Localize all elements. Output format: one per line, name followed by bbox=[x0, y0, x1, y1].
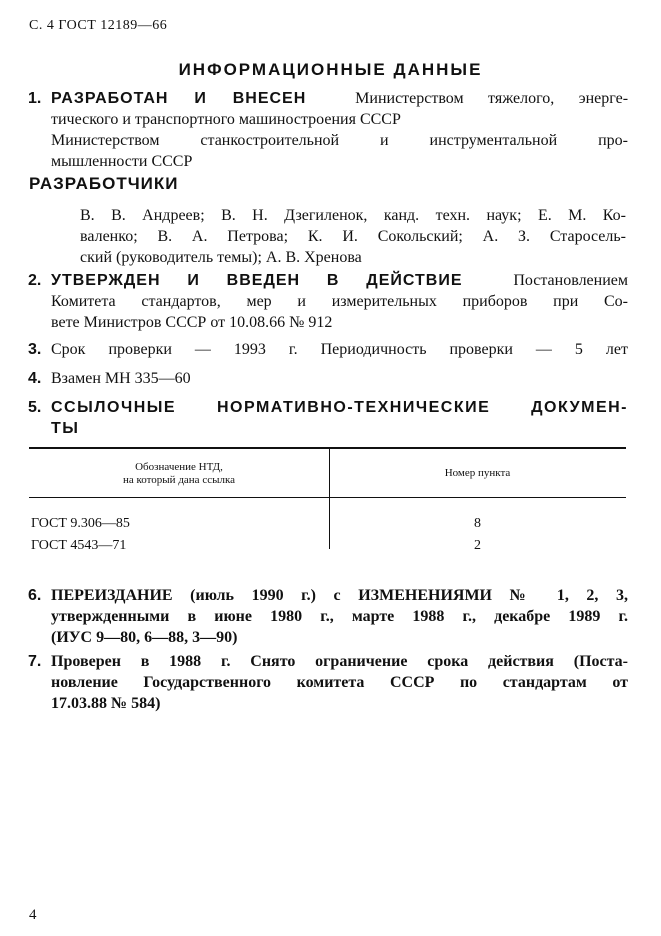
item-2 bbox=[28, 270, 628, 333]
item-5-number: 5. bbox=[28, 399, 42, 416]
developers-heading: РАЗРАБОТЧИКИ bbox=[29, 174, 179, 193]
item-1-number: 1. bbox=[28, 90, 42, 107]
page-header: С. 4 ГОСТ 12189—66 bbox=[29, 18, 168, 33]
item-7-number: 7. bbox=[28, 653, 42, 670]
item-7-line-3: 17.03.88 № 584) bbox=[51, 695, 161, 712]
table-header-document-line-1: Обозначение НТД, bbox=[135, 461, 223, 473]
table-header-document bbox=[29, 461, 329, 487]
item-7 bbox=[28, 651, 628, 714]
developers-line-1: В. В. Андреев; В. Н. Дзегиленок, канд. техн. наук; Е. М. Ко- bbox=[80, 207, 626, 224]
item-1-line-2: тического и транспортного машиностроения СССР bbox=[51, 111, 401, 128]
developers-list bbox=[80, 205, 626, 268]
table-cell-clause: 8 bbox=[474, 516, 481, 531]
item-1-line-3: Министерством станкостроительной и инструментальной про- bbox=[51, 132, 628, 149]
references-table bbox=[29, 447, 626, 556]
developers-line-2: валенко; В. А. Петрова; К. И. Сокольский; А. З. Старосель- bbox=[80, 228, 626, 245]
item-4 bbox=[28, 368, 628, 389]
item-3-number: 3. bbox=[28, 341, 42, 358]
item-7-line-1: Проверен в 1988 г. Снято ограничение срока действия (Поста- bbox=[51, 653, 628, 670]
section-title: ИНФОРМАЦИОННЫЕ ДАННЫЕ bbox=[178, 60, 483, 79]
item-1-lead: РАЗРАБОТАН И ВНЕСЕН bbox=[51, 90, 307, 107]
item-6-line-3: (ИУС 9—80, 6—88, 3—90) bbox=[51, 629, 238, 646]
item-7-line-2: новление Государственного комитета СССР по стандартам от bbox=[51, 674, 628, 691]
item-2-line-3: вете Министров СССР от 10.08.66 № 912 bbox=[51, 314, 333, 331]
item-2-lead: УТВЕРЖДЕН И ВВЕДЕН В ДЕЙСТВИЕ bbox=[51, 272, 463, 289]
item-6-number: 6. bbox=[28, 587, 42, 604]
table-header-clause: Номер пункта bbox=[444, 467, 511, 479]
item-6-line-1: ПЕРЕИЗДАНИЕ (июль 1990 г.) с ИЗМЕНЕНИЯМИ № 1, 2, 3, bbox=[51, 587, 628, 604]
item-2-number: 2. bbox=[28, 272, 42, 289]
page-number: 4 bbox=[29, 907, 37, 923]
item-1 bbox=[28, 88, 628, 172]
table-cell-document: ГОСТ 9.306—85 bbox=[31, 516, 130, 531]
table-cell-clause: 2 bbox=[474, 538, 481, 553]
item-2-line-2: Комитета стандартов, мер и измерительных приборов при Со- bbox=[51, 293, 628, 310]
item-2-line-1: Постановлением bbox=[513, 272, 628, 289]
table-header-document-line-2: на который дана ссылка bbox=[122, 474, 236, 486]
item-4-text: Взамен МН 335—60 bbox=[51, 370, 191, 387]
table-row bbox=[29, 534, 626, 556]
table-header bbox=[29, 449, 626, 498]
developers-line-3: ский (руководитель темы); А. В. Хренова bbox=[80, 249, 362, 266]
item-4-number: 4. bbox=[28, 370, 42, 387]
item-5 bbox=[28, 397, 628, 439]
table-row bbox=[29, 512, 626, 534]
item-1-line-4: мышленности СССР bbox=[51, 153, 193, 170]
item-1-line-1: Министерством тяжелого, энерге- bbox=[355, 90, 629, 107]
item-3 bbox=[28, 339, 628, 360]
item-6 bbox=[28, 585, 628, 648]
table-cell-document: ГОСТ 4543—71 bbox=[31, 538, 127, 553]
item-5-line-1: ССЫЛОЧНЫЕ НОРМАТИВНО-ТЕХНИЧЕСКИЕ ДОКУМЕН- bbox=[51, 399, 628, 416]
item-3-text: Срок проверки — 1993 г. Периодичность проверки — 5 лет bbox=[51, 341, 628, 358]
item-6-line-2: утвержденными в июне 1980 г., марте 1988 г., декабре 1989 г. bbox=[51, 608, 628, 625]
item-5-line-2: ТЫ bbox=[51, 420, 80, 437]
